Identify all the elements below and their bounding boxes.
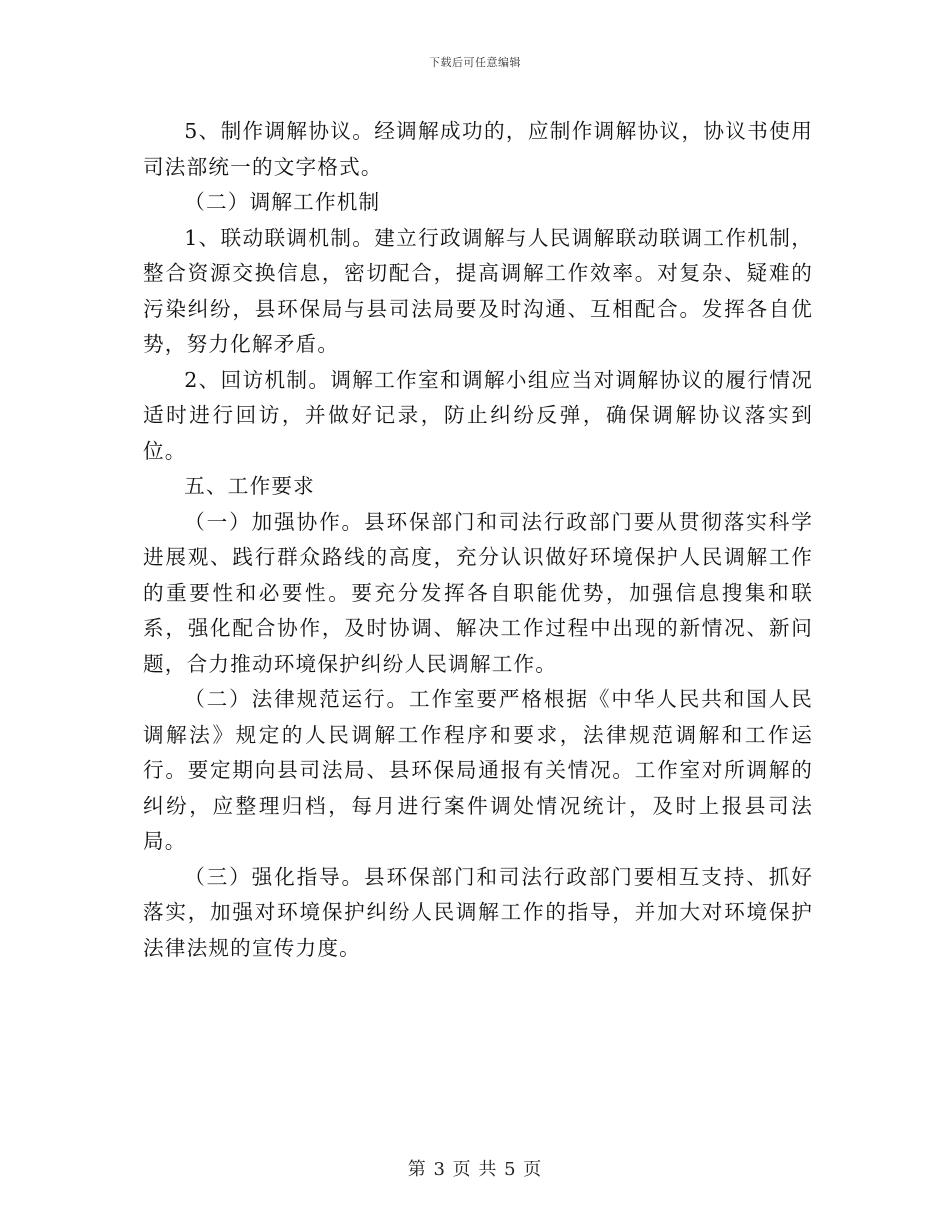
document-body <box>143 114 813 966</box>
paragraph-strengthen-cooperation: （一）加强协作。县环保部门和司法行政部门要从贯彻落实科学进展观、践行群众路线的高度，充分认识做好环境保护人民调解工作的重要性和必要性。要充分发挥各自职能优势，加强信息搜集和联系，强化配合协作，及时协调、解决工作过程中出现的新情况、新问题，合力推动环境保护纠纷人民调解工作。 <box>143 509 813 676</box>
paragraph-follow-up-mechanism: 2、回访机制。调解工作室和调解小组应当对调解协议的履行情况适时进行回访，并做好记录，防止纠纷反弹，确保调解协议落实到位。 <box>143 367 813 463</box>
header-note: 下载后可任意编辑 <box>429 56 521 69</box>
paragraph-mediation-agreement: 5、制作调解协议。经调解成功的，应制作调解协议，协议书使用司法部统一的文字格式。 <box>143 119 813 179</box>
paragraph-linkage-mechanism: 1、联动联调机制。建立行政调解与人民调解联动联调工作机制，整合资源交换信息，密切配合，提高调解工作效率。对复杂、疑难的污染纠纷，县环保局与县司法局要及时沟通、互相配合。发挥各自优势，努力化解矛盾。 <box>143 225 813 356</box>
paragraph-strengthen-guidance: （三）强化指导。县环保部门和司法行政部门要相互支持、抓好落实，加强对环境保护纠纷人民调解工作的指导，并加大对环境保护法律法规的宣传力度。 <box>143 864 813 960</box>
section-heading-mediation-mechanism: （二）调解工作机制 <box>184 190 381 214</box>
section-heading-work-requirements: 五、工作要求 <box>184 474 315 498</box>
paragraph-legal-standard-operation: （二）法律规范运行。工作室要严格根据《中华人民共和国人民调解法》规定的人民调解工作程序和要求，法律规范调解和工作运行。要定期向县司法局、县环保局通报有关情况。工作室对所调解的纠纷，应整理归档，每月进行案件调处情况统计，及时上报县司法局。 <box>143 687 813 853</box>
page-number: 第 3 页 共 5 页 <box>407 1159 543 1180</box>
